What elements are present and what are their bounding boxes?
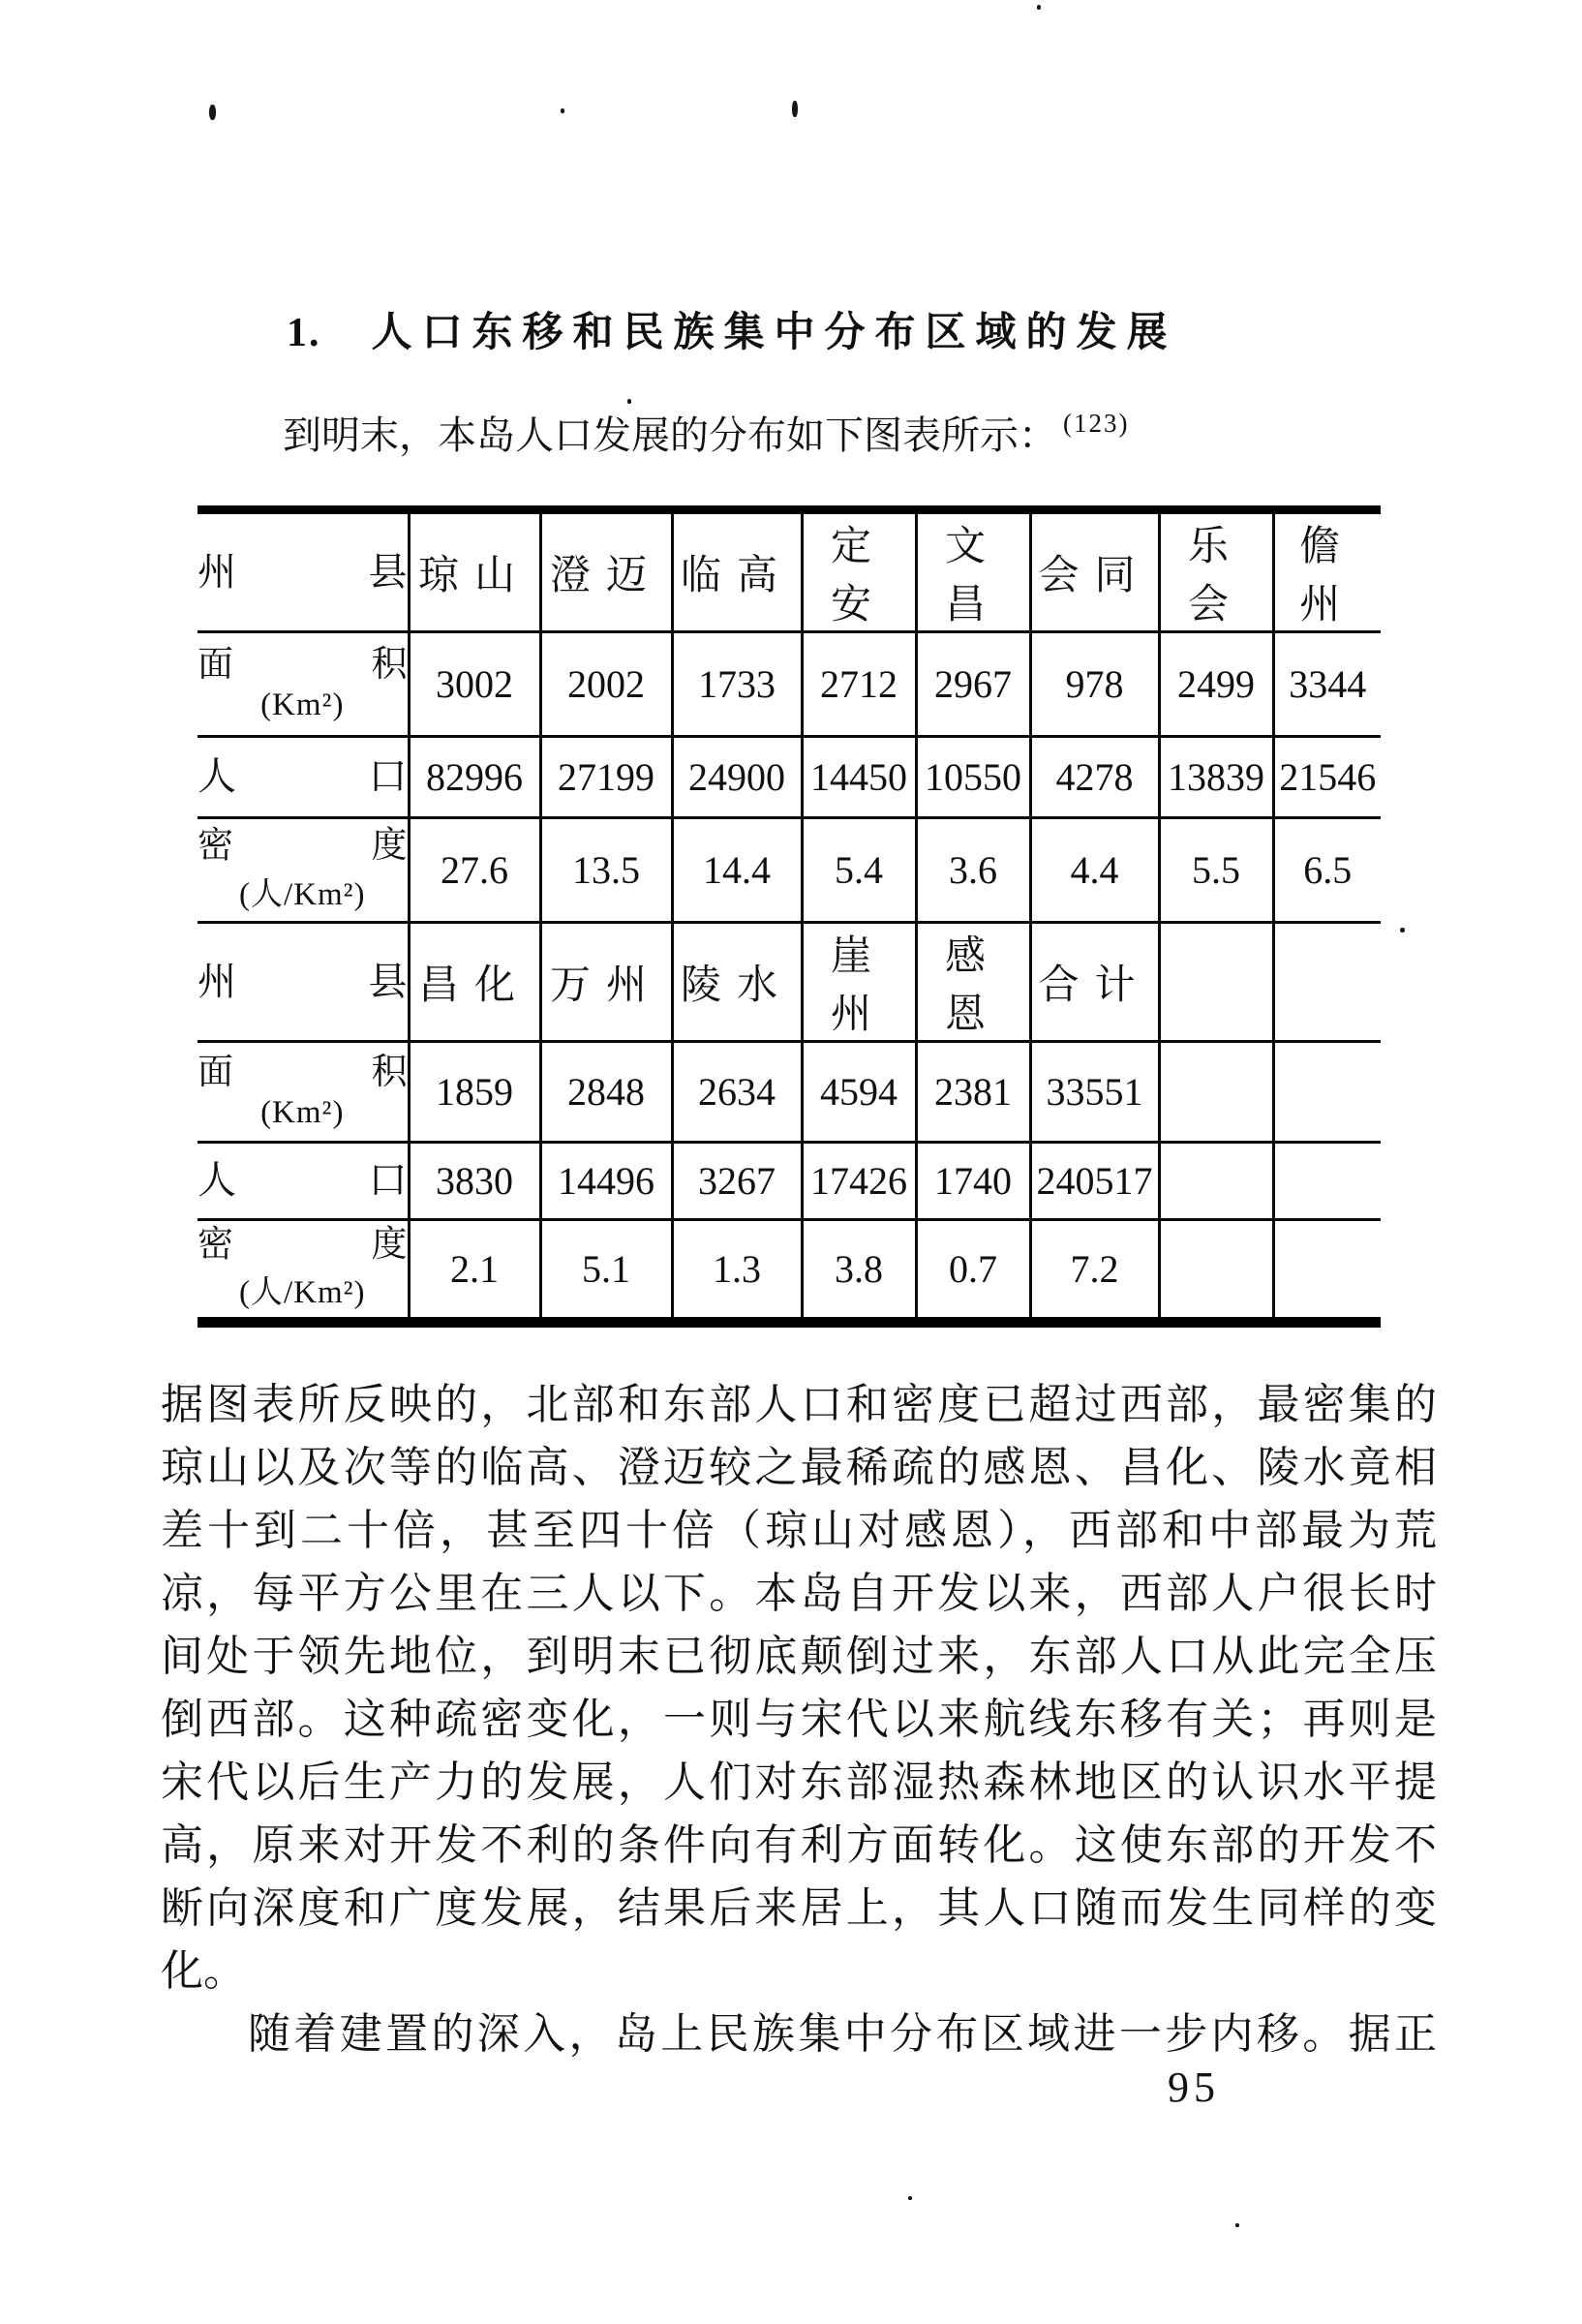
body-line: 凉，每平方公里在三人以下。本岛自开发以来，西部人户很长时: [161, 1570, 1437, 1617]
row-label: 人 口: [198, 737, 409, 818]
table-value: 1.3: [672, 1220, 802, 1317]
table-value: 14450: [802, 737, 916, 818]
column-header: 会同: [1030, 514, 1159, 632]
table-value: 4.4: [1030, 818, 1159, 923]
table-value: 7.2: [1030, 1220, 1159, 1317]
row-label: 人 口: [198, 1143, 409, 1220]
table-value: 1733: [672, 632, 802, 737]
table-value: [1159, 1220, 1273, 1317]
row-label: 面 积 (Km²): [198, 632, 409, 737]
table-value: 14.4: [672, 818, 802, 923]
table-value: 4594: [802, 1042, 916, 1143]
table-value: 978: [1030, 632, 1159, 737]
table-value: 2712: [802, 632, 916, 737]
intro-line: [283, 405, 1129, 460]
row-label: 密 度 (人/Km²): [198, 818, 409, 923]
ink-speck: [1037, 5, 1041, 10]
column-header: 琼山: [409, 514, 540, 632]
body-line: 化。: [161, 1947, 246, 1995]
column-header: 文昌: [916, 514, 1030, 632]
page-number: 95: [1168, 2064, 1220, 2111]
table-value: 14496: [540, 1143, 672, 1220]
heading-title: 人口东移和民族集中分布区域的发展: [371, 311, 1177, 355]
row-label: 密 度 (人/Km²): [198, 1220, 409, 1317]
table-value: 82996: [409, 737, 540, 818]
heading-index: 1.: [287, 311, 321, 355]
table-value: 13.5: [540, 818, 672, 923]
column-header: 崖州: [802, 923, 916, 1042]
ink-speck: [1400, 928, 1405, 933]
table-value: 27199: [540, 737, 672, 818]
table-value: 3.6: [916, 818, 1030, 923]
column-header: 合计: [1030, 923, 1159, 1042]
table-row: [198, 1220, 1381, 1317]
table-value: 3002: [409, 632, 540, 737]
column-header: 万州: [540, 923, 672, 1042]
table-value: 5.1: [540, 1220, 672, 1317]
table-value: 240517: [1030, 1143, 1159, 1220]
ink-speck: [792, 101, 798, 117]
table-value: 0.7: [916, 1220, 1030, 1317]
population-table-grid: [198, 514, 1381, 1317]
column-header: 乐会: [1159, 514, 1273, 632]
table-value: 2002: [540, 632, 672, 737]
table-row: [198, 1042, 1381, 1143]
table-value: 10550: [916, 737, 1030, 818]
table-value: 13839: [1159, 737, 1273, 818]
table-value: 5.4: [802, 818, 916, 923]
table-row: [198, 737, 1381, 818]
body-line: 高，原来对开发不利的条件向有利方面转化。这使东部的开发不: [161, 1821, 1437, 1869]
section-heading: [287, 300, 1177, 358]
table-row: [198, 923, 1381, 1042]
column-header: 儋州: [1273, 514, 1381, 632]
column-header: 澄迈: [540, 514, 672, 632]
table-value: 27.6: [409, 818, 540, 923]
table-value: 24900: [672, 737, 802, 818]
table-value: 3.8: [802, 1220, 916, 1317]
table-value: 3344: [1273, 632, 1381, 737]
table-value: 3267: [672, 1143, 802, 1220]
table-value: [1273, 1143, 1381, 1220]
table-value: 3830: [409, 1143, 540, 1220]
ink-speck: [209, 105, 216, 120]
table-value: 2.1: [409, 1220, 540, 1317]
intro-text: 到明末，本岛人口发展的分布如下图表所示：: [283, 413, 1057, 457]
body-line: 随着建置的深入，岛上民族集中分布区域进一步内移。据正: [248, 2010, 1437, 2058]
table-value: [1273, 1042, 1381, 1143]
column-header: 定安: [802, 514, 916, 632]
table-value: 2848: [540, 1042, 672, 1143]
row-label-zhou-xian: 州 县: [198, 923, 409, 1042]
table-value: [1273, 1220, 1381, 1317]
table-value: 6.5: [1273, 818, 1381, 923]
table-value: 33551: [1030, 1042, 1159, 1143]
table-row: [198, 818, 1381, 923]
body-line: 间处于领先地位，到明末已彻底颠倒过来，东部人口从此完全压: [161, 1633, 1437, 1680]
column-header: [1273, 923, 1381, 1042]
body-line: 琼山以及次等的临高、澄迈较之最稀疏的感恩、昌化、陵水竟相: [161, 1444, 1437, 1491]
table-value: 1740: [916, 1143, 1030, 1220]
column-header: 感恩: [916, 923, 1030, 1042]
population-table: [198, 505, 1381, 1328]
body-line: 倒西部。这种疏密变化，一则与宋代以来航线东移有关；再则是: [161, 1696, 1437, 1743]
footnote-ref: (123): [1063, 409, 1130, 438]
table-value: [1159, 1143, 1273, 1220]
table-value: 2499: [1159, 632, 1273, 737]
table-value: 2634: [672, 1042, 802, 1143]
table-value: [1159, 1042, 1273, 1143]
table-row: [198, 632, 1381, 737]
column-header: 昌化: [409, 923, 540, 1042]
table-value: 4278: [1030, 737, 1159, 818]
table-value: 5.5: [1159, 818, 1273, 923]
table-value: 21546: [1273, 737, 1381, 818]
body-line: 据图表所反映的，北部和东部人口和密度已超过西部，最密集的: [161, 1381, 1437, 1428]
body-line: 差十到二十倍，甚至四十倍（琼山对感恩），西部和中部最为荒: [161, 1507, 1437, 1554]
table-row: [198, 514, 1381, 632]
body-line: 宋代以后生产力的发展，人们对东部湿热森林地区的认识水平提: [161, 1758, 1437, 1806]
body-line: 断向深度和广度发展，结果后来居上，其人口随而发生同样的变: [161, 1884, 1437, 1932]
table-value: 1859: [409, 1042, 540, 1143]
table-body: [198, 514, 1381, 1317]
row-label-zhou-xian: 州 县: [198, 549, 408, 594]
row-label: 面 积 (Km²): [198, 1042, 409, 1143]
column-header: [1159, 923, 1273, 1042]
ink-speck: [627, 399, 631, 404]
body-paragraphs: [161, 1373, 1437, 2065]
ink-speck: [561, 108, 564, 113]
table-value: 17426: [802, 1143, 916, 1220]
table-value: 2381: [916, 1042, 1030, 1143]
ink-speck: [1235, 2223, 1239, 2227]
table-row: [198, 1143, 1381, 1220]
column-header: 陵水: [672, 923, 802, 1042]
table-value: 2967: [916, 632, 1030, 737]
ink-speck: [908, 2196, 912, 2200]
column-header: 临高: [672, 514, 802, 632]
